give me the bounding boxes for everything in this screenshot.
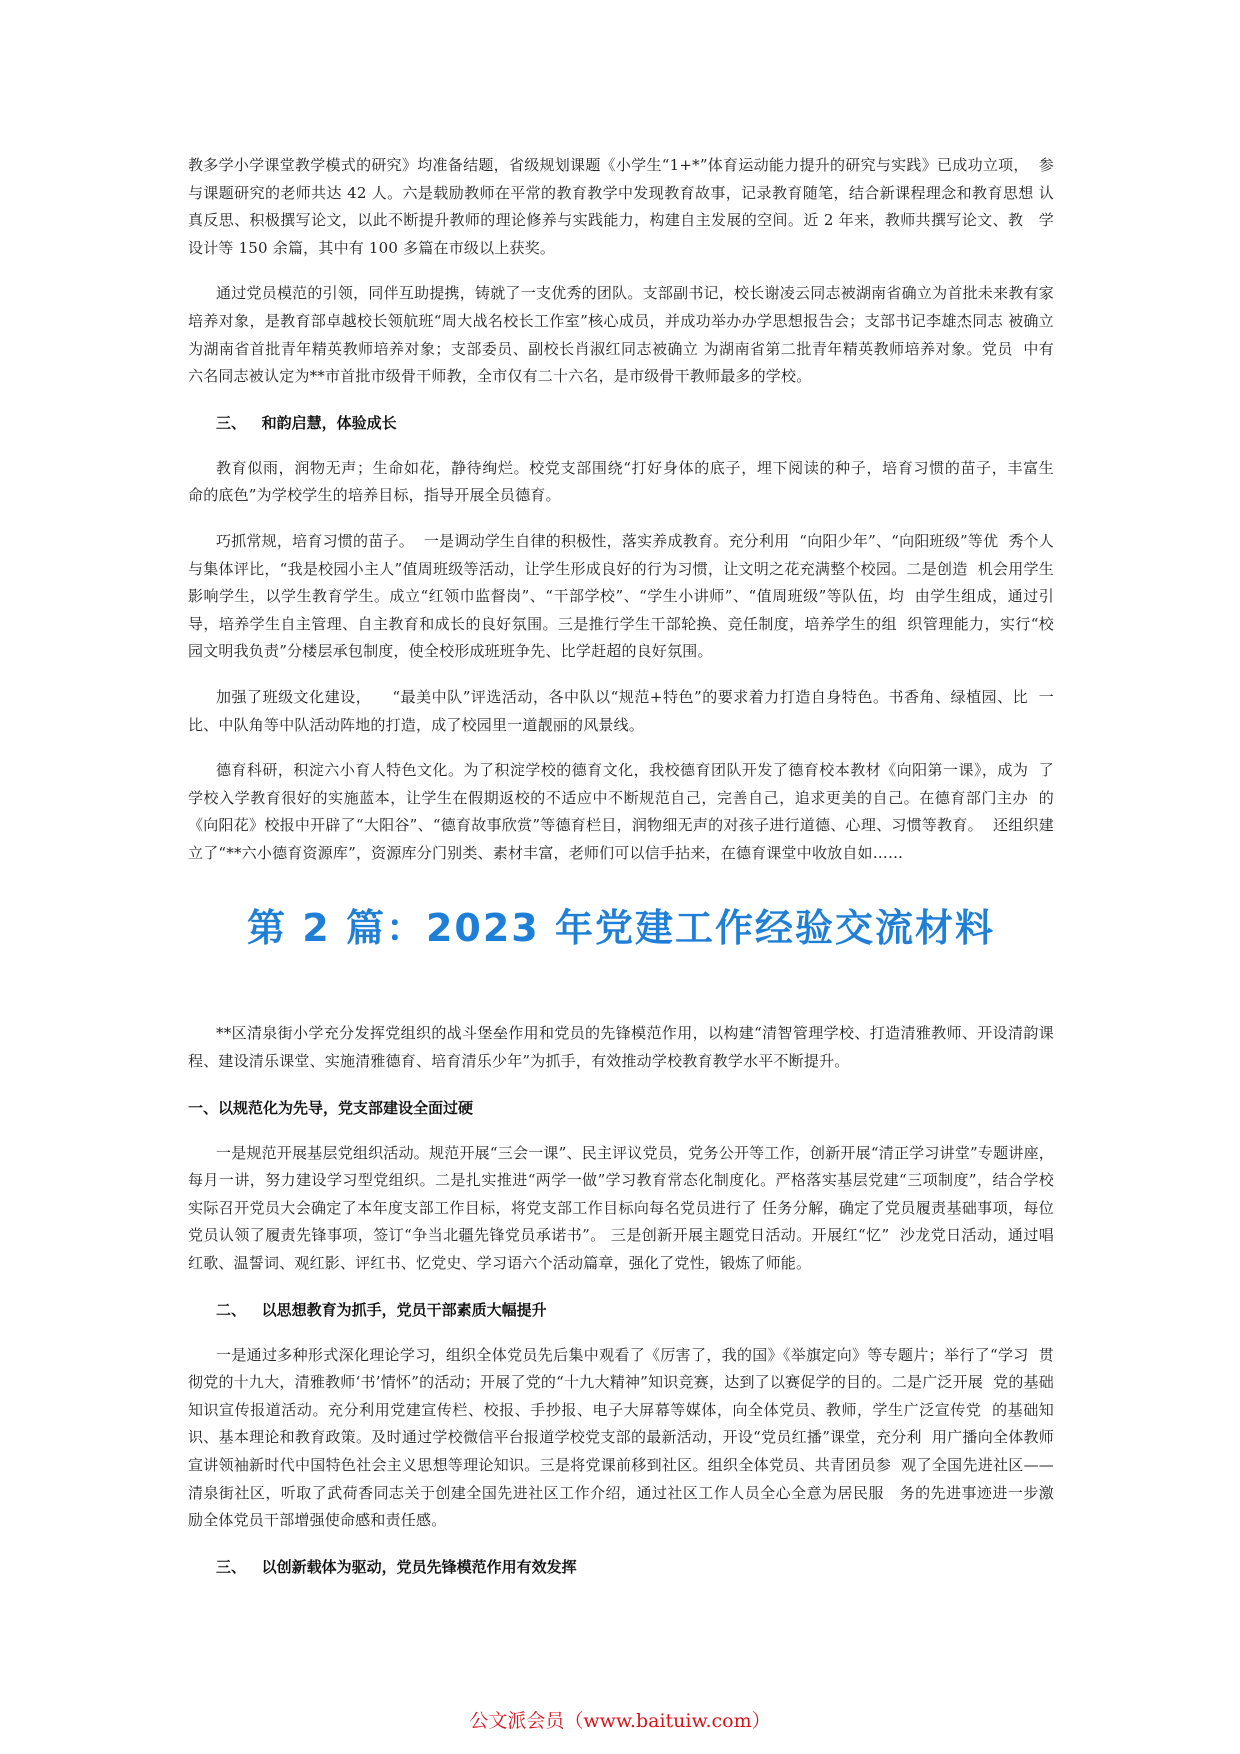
paragraph: 一是规范开展基层党组织活动。规范开展“三会一课”、民主评议党员，党务公开等工作，创新开展“清正学习讲堂”专题讲座，每月一讲，努力建设学习型党组织。二是扎实推进“两学一做”学习教育常态化制度化。严格落实基层党建“三项制度”，结合学校实际召开党员大会确定了本年度支部工作目标，将党支部工作目标向每名党员进行了 任务分解，确定了党员履责基础事项，每位党员认领了履责先锋事项，签订“争当北疆先锋党员承诺书”。 三是创新开展主题党日活动。开展红“忆” 沙龙党日活动，通过唱红歌、温誓词、观红影、评红书、忆党史、学习语六个活动篇章，强化了党性，锻炼了师能。: [188, 1143, 1054, 1273]
article-title: 第 2 篇：2023 年党建工作经验交流材料: [247, 906, 995, 951]
section-heading: 三、 和韵启慧，体验成长: [216, 413, 397, 432]
paragraph: 通过党员模范的引领，同伴互助提携，铸就了一支优秀的团队。支部副书记，校长谢凌云同志被湖南省确立为首批未来教有家培养对象，是教育部卓越校长领航班“周大战名校长工作室”核心成员，并成功举办办学思想报告会；支部书记李雄杰同志 被确立为湖南省首批青年精英教师培养对象；支部委员、副校长肖淑红同志被确立 为湖南省第二批青年精英教师培养对象。党员 中有六名同志被认定为**市首批市级骨干师教，全市仅有二十六名，是市级骨干教师最多的学校。: [188, 284, 1054, 386]
intro-paragraph: **区清泉街小学充分发挥党组织的战斗堡垒作用和党员的先锋模范作用，以构建“清智管理学校、打造清雅教师、开设清韵课程、建设清乐课堂、实施清雅德育、培育清乐少年”为抓手，有效推动学校教育教学水平不断提升。: [188, 1024, 1054, 1071]
section-heading: 二、 以思想教育为抓手，党员干部素质大幅提升: [216, 1300, 547, 1319]
paragraph: 加强了班级文化建设， “最美中队”评选活动，各中队以“规范+特色”的要求着力打造自身特色。书香角、绿植园、比 一比、中队角等中队活动阵地的打造，成了校园里一道靓丽的风景线。: [188, 687, 1054, 734]
paragraph: 一是通过多种形式深化理论学习，组织全体党员先后集中观看了《厉害了，我的国》《举旗定向》等专题片；举行了“学习 贯彻党的十九大，清雅教师‘书’情怀”的活动；开展了党的“十九大精神”知识竞赛，达到了以赛促学的目的。二是广泛开展 党的基础知识宣传报道活动。充分利用党建宣传栏、校报、手抄报、电子大屏幕等媒体，向全体党员、教师，学生广泛宣传党 的基础知识、基本理论和教育政策。及时通过学校微信平台报道学校党支部的最新活动，开设“党员红播”课堂，充分利 用广播向全体教师宣讲领袖新时代中国特色社会主义思想等理论知识。三是将党课前移到社区。组织全体党员、共青团员参 观了全国先进社区——清泉街社区，听取了武荷香同志关于创建全国先进社区工作介绍，通过社区工作人员全心全意为居民服 务的先进事迹进一步激励全体党员干部增强使命感和责任感。: [188, 1345, 1054, 1530]
document-body: [188, 152, 1064, 1599]
paragraph: 教育似雨，润物无声；生命如花，静待绚烂。校党支部围绕“打好身体的底子，埋下阅读的种子，培育习惯的苗子，丰富生 命的底色”为学校学生的培养目标，指导开展全员德育。: [188, 458, 1064, 505]
section-heading: 一、以规范化为先导，党支部建设全面过硬: [188, 1098, 474, 1117]
footer-watermark: 公文派会员（www.baituiw.com）: [469, 1710, 771, 1732]
paragraph: 德育科研，积淀六小育人特色文化。为了积淀学校的德育文化，我校德育团队开发了德育校本教材《向阳第一课》，成为 了学校入学教育很好的实施蓝本，让学生在假期返校的不适应中不断规范自己，完善自己，追求更美的自己。在德育部门主办 的《向阳花》校报中开辟了“大阳谷”、“德育故事欣赏”等德育栏目，润物细无声的对孩子进行道德、心理、习惯等教育。 还组织建立了“**六小德育资源库”，资源库分门别类、素材丰富，老师们可以信手拈来，在德育课堂中收放自如……: [188, 761, 1054, 862]
section-heading: 三、 以创新载体为驱动，党员先锋模范作用有效发挥: [216, 1557, 577, 1576]
paragraph: 教多学小学课堂教学模式的研究》均准备结题，省级规划课题《小学生“1+*”体育运动能力提升的研究与实践》已成功立项， 参与课题研究的老师共达 42 人。六是载励教师在平常的教育教学中发现教育故事，记录教育随笔，结合新课程理念和教育思想 认真反思、积极撰写论文，以此不断提升教师的理论修养与实践能力，构建自主发展的空间。近 2 年来，教师共撰写论文、教 学设计等 150 余篇，其中有 100 多篇在市级以上获奖。: [188, 156, 1054, 257]
paragraph: 巧抓常规，培育习惯的苗子。 一是调动学生自律的积极性，落实养成教育。充分利用 “向阳少年”、“向阳班级”等优 秀个人与集体评比，“我是校园小主人”值周班级等活动，让学生形成良好的行为习惯，让文明之花充满整个校园。二是创造 机会用学生影响学生，以学生教育学生。成立“红领巾监督岗”、“干部学校”、“学生小讲师”、“值周班级”等队伍，均 由学生组成，通过引导，培养学生自主管理、自主教育和成长的良好氛围。三是推行学生干部轮换、竞任制度，培养学生的组 织管理能力，实行“校园文明我负责”分楼层承包制度，使全校形成班班争先、比学赶超的良好氛围。: [188, 531, 1054, 661]
